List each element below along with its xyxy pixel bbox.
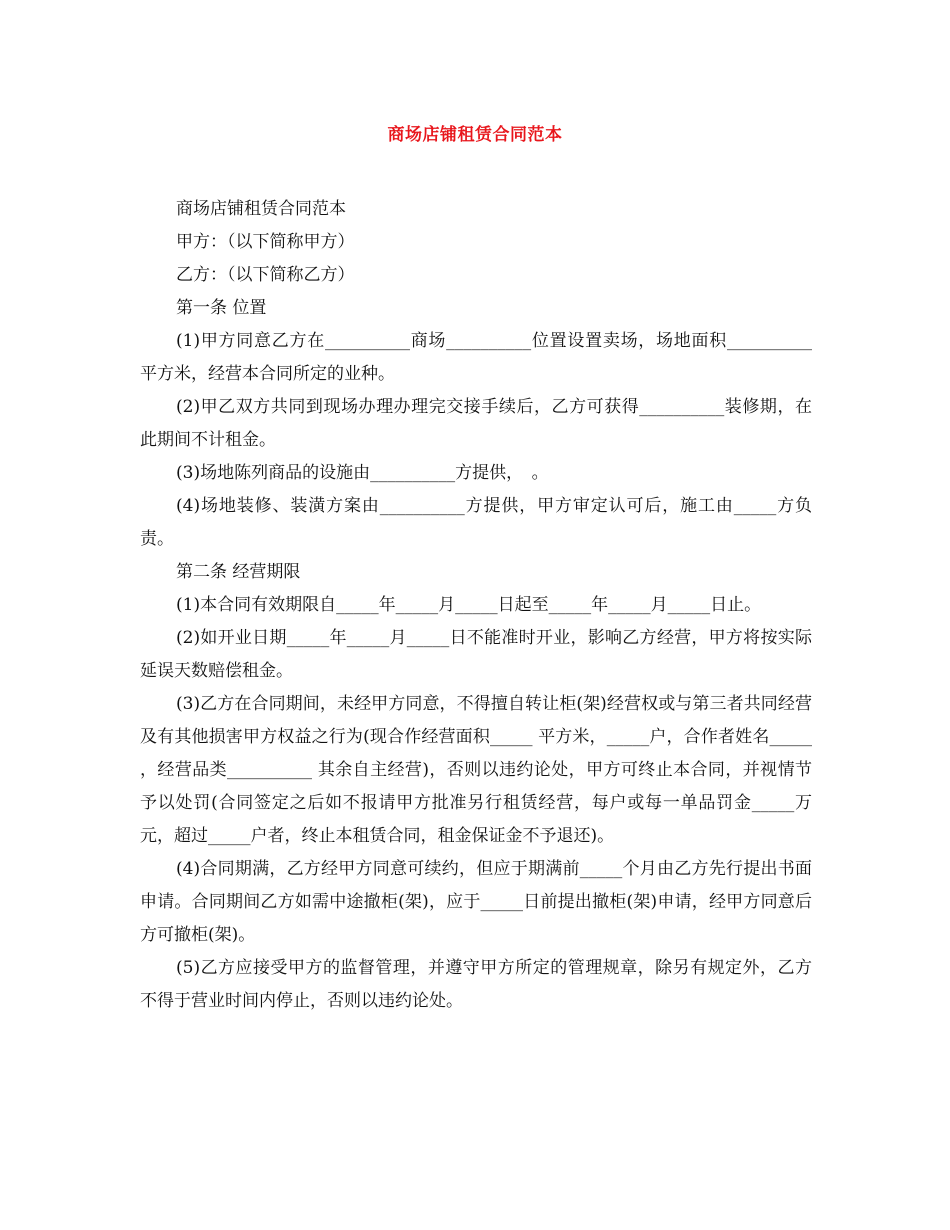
article-2-heading: 第二条 经营期限: [176, 562, 301, 582]
article-2-clause-3: (3)乙方在合同期间，未经甲方同意，不得擅自转让柜(架)经营权或与第三者共同经营及有其他损害甲方权益之行为(现合作经营面积_____ 平方米，_____户，合作者姓名_____ ，经营品类__________ 其余自主经营)，否则以违约论处，甲方可终止本合同，并视情节予以处罚(合同签定之后如不报请甲方批准另行租赁经营，每户或每一单品罚金_____万元，超过_____户者，终止本租赁合同，租金保证金不予退还)。: [140, 694, 812, 846]
document-title: 商场店铺租赁合同范本: [387, 125, 563, 145]
article-1-clause-1: (1)甲方同意乙方在__________商场__________位置设置卖场，场地面积__________平方米，经营本合同所定的业种。: [140, 331, 812, 384]
article-2-clause-4: (4)合同期满，乙方经甲方同意可续约，但应于期满前_____个月由乙方先行提出书面申请。合同期间乙方如需中途撤柜(架)，应于_____日前提出撤柜(架)申请，经甲方同意后方可撤柜(架)。: [140, 859, 812, 945]
article-2-clause-1: (1)本合同有效期限自_____年_____月_____日起至_____年_____月_____日止。: [176, 595, 762, 615]
article-2-clause-5: (5)乙方应接受甲方的监督管理，并遵守甲方所定的管理规章，除另有规定外，乙方不得于营业时间内停止，否则以违约论处。: [140, 958, 812, 1011]
body-heading: 商场店铺租赁合同范本: [176, 199, 346, 219]
article-1-clause-4: (4)场地装修、装潢方案由__________方提供，甲方审定认可后，施工由_____方负责。: [140, 496, 812, 549]
article-2-clause-2: (2)如开业日期_____年_____月_____日不能准时开业，影响乙方经营，甲方将按实际延误天数赔偿租金。: [140, 628, 812, 681]
article-1-clause-2: (2)甲乙双方共同到现场办理办理完交接手续后，乙方可获得__________装修期，在此期间不计租金。: [140, 397, 812, 450]
article-1-heading: 第一条 位置: [176, 298, 267, 318]
article-1-clause-3: (3)场地陈列商品的设施由__________方提供， 。: [176, 463, 549, 483]
party-b-line: 乙方：（以下简称乙方）: [176, 265, 355, 285]
document-body: [140, 193, 812, 1018]
party-a-line: 甲方：（以下简称甲方）: [176, 232, 355, 252]
